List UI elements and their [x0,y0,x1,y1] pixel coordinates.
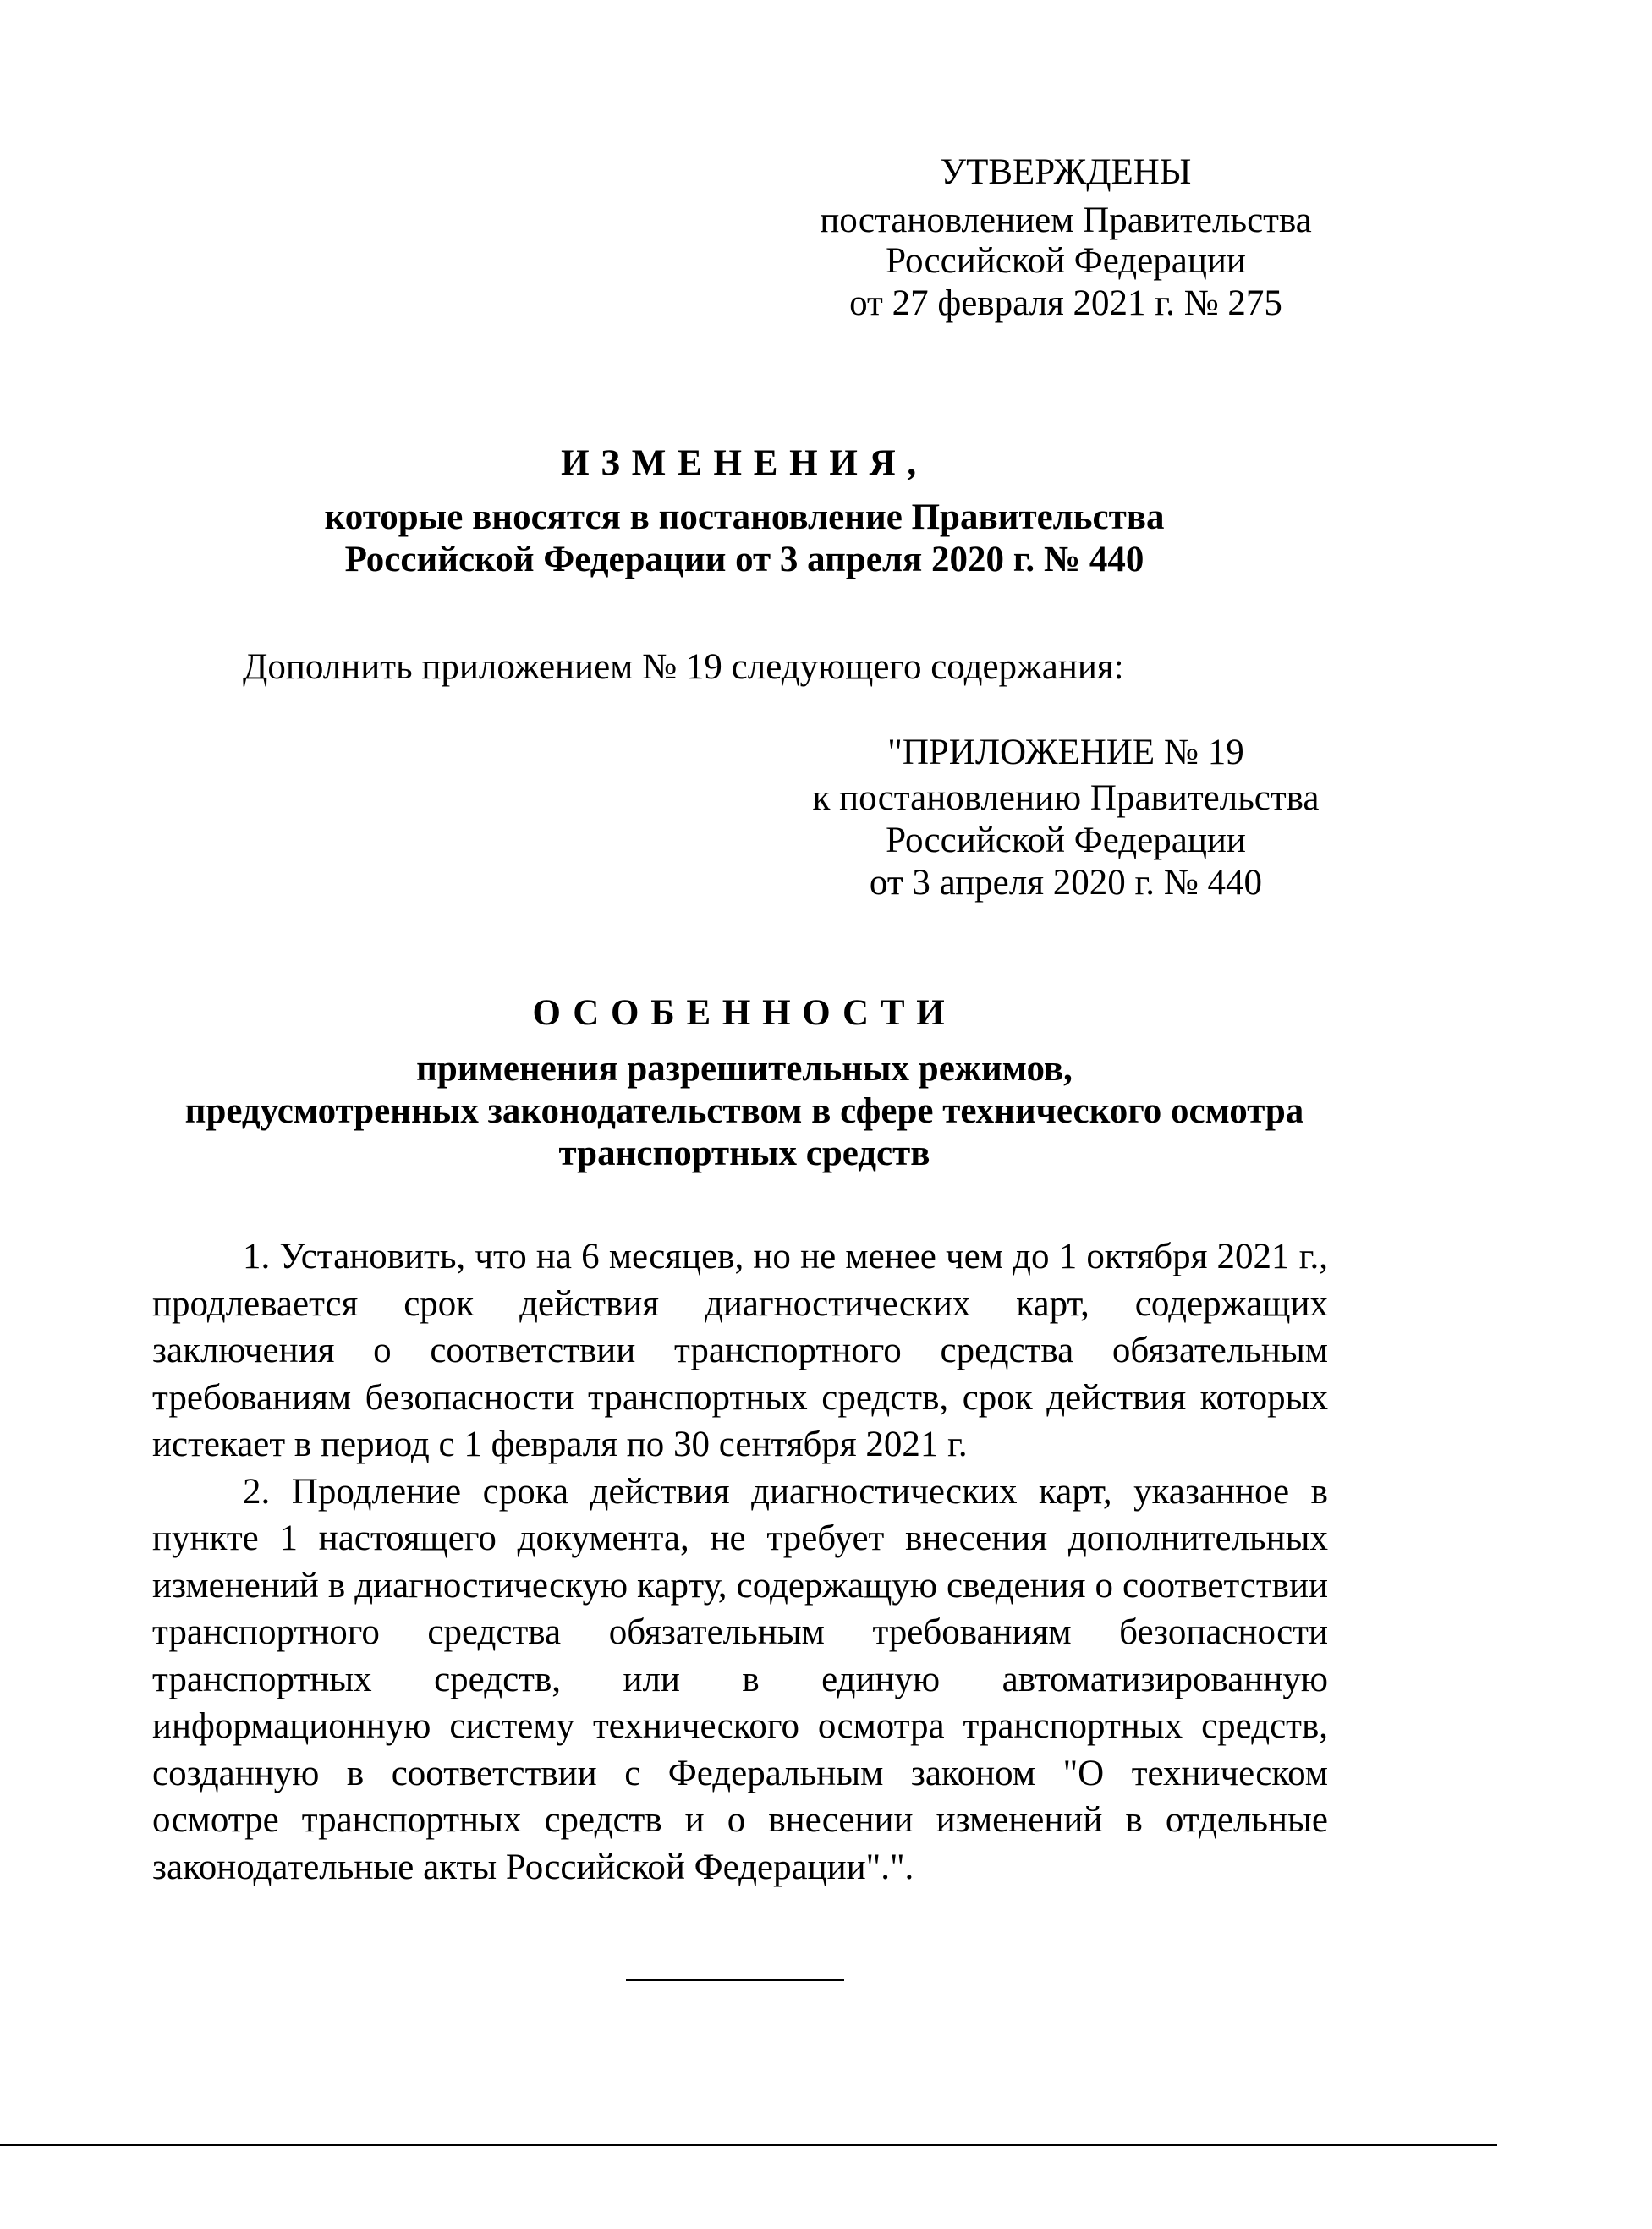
changes-subtitle-line-1: которые вносятся в постановление Правительства [324,497,1165,537]
paragraph-2: 2. Продление срока действия диагностических карт, указанное в пункте 1 настоящего документа, не требует внесения дополнительных изменений в диагностическую карту, содержащую сведения о соответствии транспортного средства обязательным требованиям безопасности транспортных средств, или в единую автоматизированную информационную систему технического осмотра транспортных средств, созданную в соответствии с Федеральным законом "О техническом осмотре транспортных средств и о внесении изменений в отдельные законодательные акты Российской Федерации".". [152,1471,1328,1887]
features-subtitle-line-1: применения разрешительных режимов, [416,1049,1073,1089]
paragraph-1: 1. Установить, что на 6 месяцев, но не менее чем до 1 октября 2021 г., продлевается срок действия диагностических карт, содержащих заключения о соответствии транспортного средства обязательным требованиям безопасности транспортных средств, срок действия которых истекает в период с 1 февраля по 30 сентября 2021 г. [152,1237,1328,1464]
changes-title: ИЗМЕНЕНИЯ, [561,443,928,483]
closing-separator [626,1979,844,1981]
features-title: ОСОБЕННОСТИ [532,993,957,1033]
annex-line-1: к постановлению Правительства [812,778,1320,818]
body-text [152,1233,1328,1891]
lead-text: Дополнить приложением № 19 следующего содержания: [243,647,1124,687]
features-subtitle-line-2: предусмотренных законодательством в сфере технического осмотра [184,1091,1304,1131]
approval-line-2: Российской Федерации [886,241,1246,281]
footer-rule [0,2144,1497,2146]
annex-line-3: от 3 апреля 2020 г. № 440 [869,863,1263,903]
annex-heading: "ПРИЛОЖЕНИЕ № 19 [887,733,1244,772]
approval-line-1: постановлением Правительства [820,200,1312,240]
approval-line-3: от 27 февраля 2021 г. № 275 [849,283,1282,323]
annex-line-2: Российской Федерации [886,821,1246,860]
features-subtitle-line-3: транспортных средств [558,1134,930,1173]
changes-subtitle-line-2: Российской Федерации от 3 апреля 2020 г. № 440 [344,540,1144,579]
approval-heading: УТВЕРЖДЕНЫ [940,152,1192,192]
